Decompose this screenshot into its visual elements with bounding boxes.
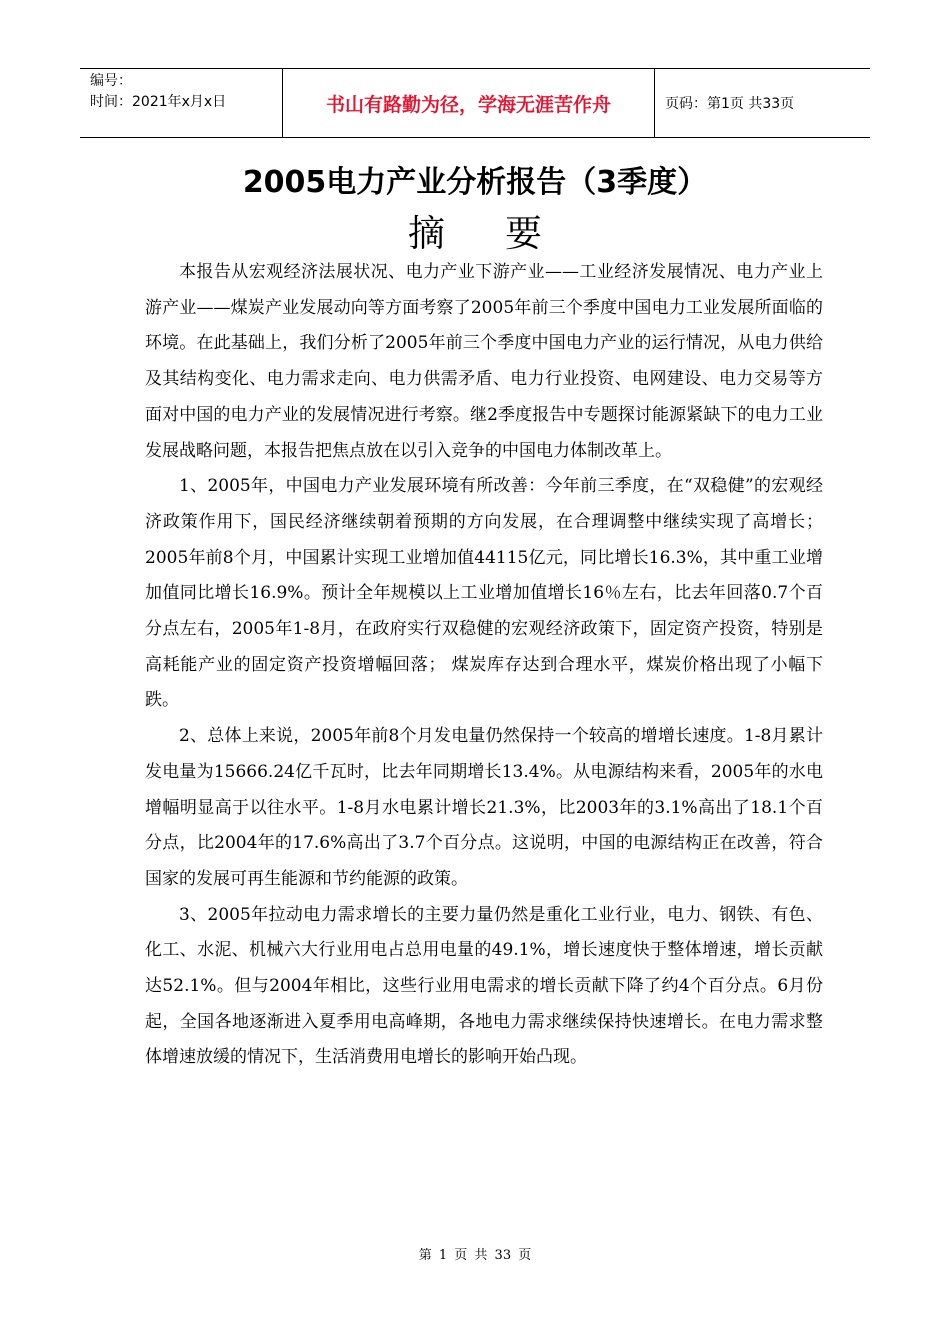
number-label: 编号： — [90, 73, 132, 89]
paragraph: 本报告从宏观经济法展状况、电力产业下游产业——工业经济发展情况、电力产业上游产业——煤炭产业发展动向等方面考察了2005年前三个季度中国电力工业发展所面临的环境。在此基础上，我们分析了2005年前三个季度中国电力产业的运行情况，从电力供给及其结构变化、电力需求走向、电力供需矛盾、电力行业投资、电网建设、电力交易等方面对中国的电力产业的发展情况进行考察。继2季度报告中专题探讨能源紧缺下的电力工业发展战略问题，本报告把焦点放在以引入竞争的中国电力体制改革上。 — [145, 262, 823, 461]
page-footer: 第 1 页 共 33 页 — [418, 1248, 532, 1263]
document-subtitle: 摘要 — [408, 212, 602, 255]
document-body — [145, 255, 823, 1076]
document-title: 2005电力产业分析报告（3季度） — [242, 165, 708, 200]
header-meta-cell — [80, 69, 282, 137]
paragraph: 1、2005年，中国电力产业发展环境有所改善：今年前三季度，在“双稳健”的宏观经济政策作用下，国民经济继续朝着预期的方向发展，在合理调整中继续实现了高增长；2005年前8个月，中国累计实现工业增加值44115亿元，同比增长16.3%，其中重工业增加值同比增长16.9%。预计全年规模以上工业增加值增长16％左右，比去年回落0.7个百分点左右，2005年1-8月，在政府实行双稳健的宏观经济政策下，固定资产投资，特别是高耗能产业的固定资产投资增幅回落； 煤炭库存达到合理水平，煤炭价格出现了小幅下跌。 — [145, 476, 823, 711]
header-page-info: 页码：第1页 共33页 — [665, 96, 795, 112]
paragraph: 2、总体上来说，2005年前8个月发电量仍然保持一个较高的增增长速度。1-8月累计发电量为15666.24亿千瓦时，比去年同期增长13.4%。从电源结构来看，2005年的水电增幅明显高于以往水平。1-8月水电累计增长21.3%，比2003年的3.1%高出了18.1个百分点，比2004年的17.6%高出了3.7个百分点。这说明，中国的电源结构正在改善，符合国家的发展可再生能源和节约能源的政策。 — [145, 726, 823, 889]
time-label: 时间：2021年x月x日 — [90, 94, 227, 110]
paragraph: 3、2005年拉动电力需求增长的主要力量仍然是重化工业行业，电力、钢铁、有色、化工、水泥、机械六大行业用电占总用电量的49.1%，增长速度快于整体增速，增长贡献达52.1%。但与2004年相比，这些行业用电需求的增长贡献下降了约4个百分点。6月份起，全国各地逐渐进入夏季用电高峰期，各地电力需求继续保持快速增长。在电力需求整体增速放缓的情况下，生活消费用电增长的影响开始凸现。 — [145, 904, 823, 1068]
header-table — [80, 68, 870, 138]
header-motto: 书山有路勤为径，学海无涯苦作舟 — [282, 69, 655, 137]
